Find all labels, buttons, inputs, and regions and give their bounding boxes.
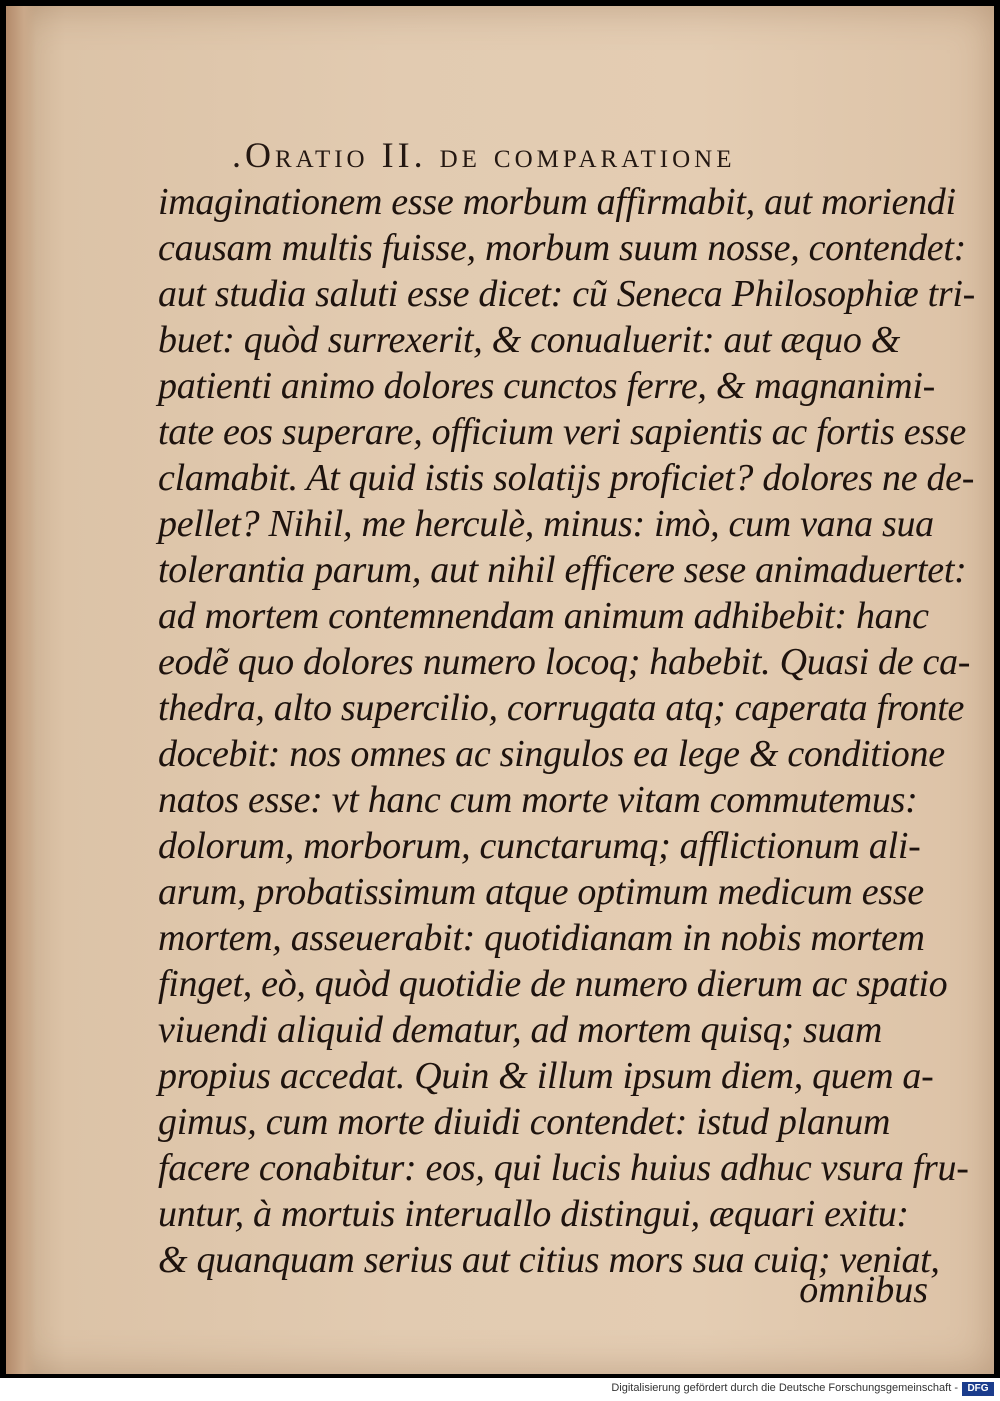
text-line: gimus, cum morte diuidi contendet: istud planum (158, 1101, 891, 1143)
text-line: docebit: nos omnes ac singulos ea lege & conditione (158, 733, 945, 775)
book-page (6, 6, 994, 1374)
text-line: patienti animo dolores cunctos ferre, & magnanimi- (158, 365, 935, 407)
text-line: thedra, alto supercilio, corrugata atq; caperata fronte (158, 687, 965, 729)
text-line: mortem, asseuerabit: quotidianam in nobis mortem (158, 917, 925, 959)
text-line: & quanquam serius aut citius mors sua cuiq; veniat, (158, 1239, 940, 1281)
text-line: buet: quòd surrexerit, & conualuerit: aut æquo & (158, 319, 901, 361)
text-line: causam multis fuisse, morbum suum nosse, contendet: (158, 227, 966, 269)
text-line: propius accedat. Quin & illum ipsum diem, quem a- (158, 1055, 934, 1097)
running-head: .Oratio II. de comparatione (232, 135, 736, 175)
text-line: tate eos superare, officium veri sapientis ac fortis esse (158, 411, 966, 453)
text-line: aut studia saluti esse dicet: cũ Seneca Philosophiæ tri- (158, 273, 975, 315)
catchword: omnibus (799, 1269, 928, 1311)
funding-credit: Digitalisierung gefördert durch die Deutsche Forschungsgemeinschaft - (611, 1382, 958, 1394)
text-line: untur, à mortuis interuallo distingui, æquari exitu: (158, 1193, 909, 1235)
text-line: finget, eò, quòd quotidie de numero dierum ac spatio (158, 963, 948, 1005)
text-line: arum, probatissimum atque optimum medicum esse (158, 871, 924, 913)
page-gutter-shadow (6, 6, 36, 1374)
text-line: pellet? Nihil, me herculè, minus: imò, cum vana sua (158, 503, 934, 545)
text-line: clamabit. At quid istis solatijs proficiet? dolores ne de- (158, 457, 975, 499)
text-line: dolorum, morborum, cunctarumq; afflictionum ali- (158, 825, 921, 867)
footer-bar (0, 1378, 1000, 1401)
text-line: viuendi aliquid dematur, ad mortem quisq; suam (158, 1009, 882, 1051)
text-line: natos esse: vt hanc cum morte vitam commutemus: (158, 779, 918, 821)
text-line: eodẽ quo dolores numero locoq; habebit. Quasi de ca- (158, 641, 971, 683)
text-line: tolerantia parum, aut nihil efficere sese animaduertet: (158, 549, 967, 591)
text-line: facere conabitur: eos, qui lucis huius adhuc vsura fru- (158, 1147, 969, 1189)
dfg-logo-icon: DFG (962, 1382, 994, 1396)
text-line: imaginationem esse morbum affirmabit, aut moriendi (158, 181, 956, 223)
text-line: ad mortem contemnendam animum adhibebit: hanc (158, 595, 929, 637)
